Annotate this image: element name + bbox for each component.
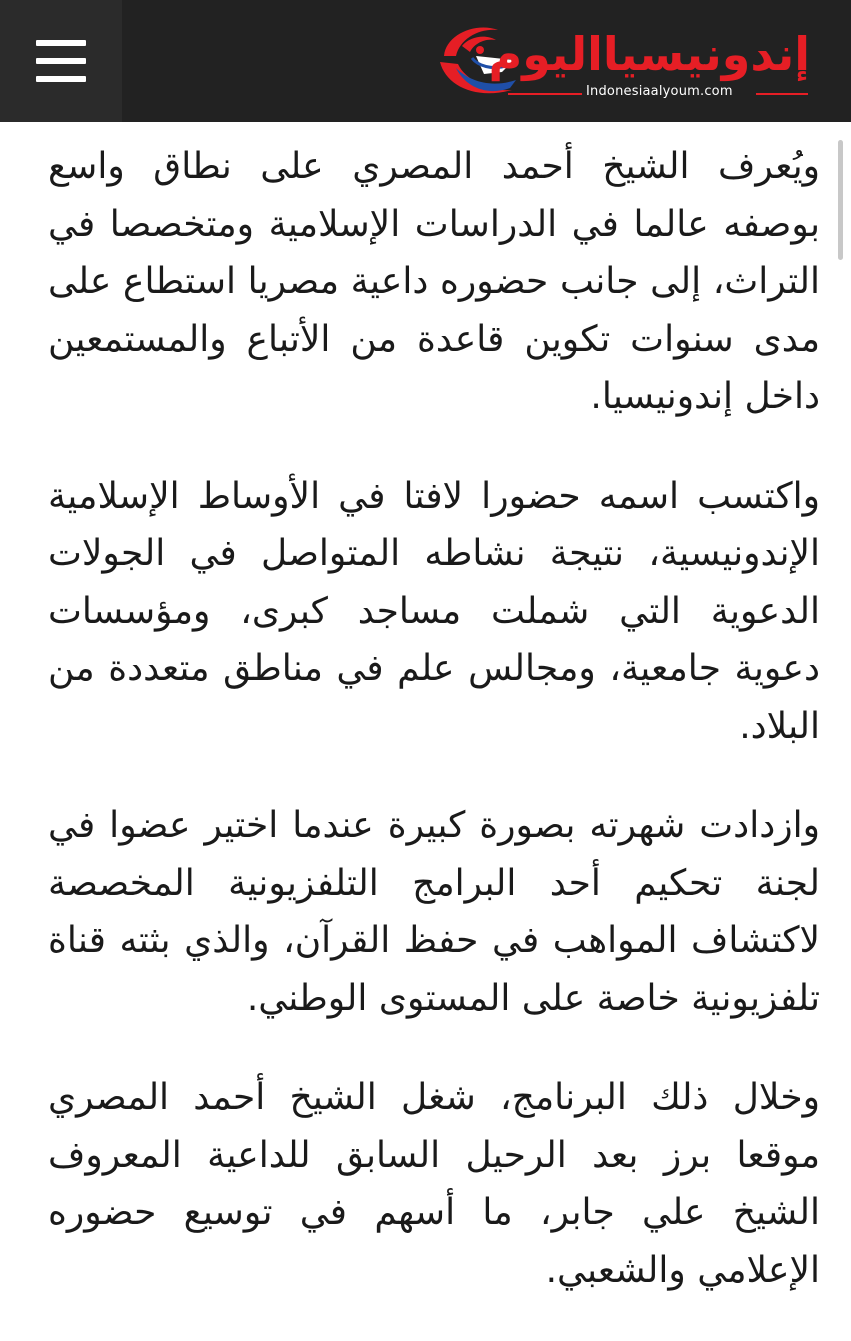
- article-body: [48, 138, 820, 1341]
- logo-divider-right: [756, 93, 808, 95]
- site-logo[interactable]: [436, 16, 816, 106]
- article-paragraph: واكتسب اسمه حضورا لافتا في الأوساط الإسلامية الإندونيسية، نتيجة نشاطه المتواصل في الجولات الدعوية التي شملت مساجد كبرى، ومؤسسات دعوية جامعية، ومجالس علم في مناطق متعددة من البلاد.: [48, 475, 820, 747]
- logo-word-indonesia: إندونيسيا: [602, 27, 810, 81]
- logo-domain: Indonesiaalyoum.com: [586, 84, 733, 99]
- article-paragraph: ويُعرف الشيخ أحمد المصري على نطاق واسع بوصفه عالما في الدراسات الإسلامية ومتخصصا في التراث، إلى جانب حضوره داعية مصريا استطاع على مدى سنوات تكوين قاعدة من الأتباع والمستمعين داخل إندونيسيا.: [48, 146, 820, 417]
- menu-button[interactable]: [0, 0, 122, 122]
- logo-divider-left: [508, 93, 582, 95]
- article-paragraph: وازدادت شهرته بصورة كبيرة عندما اختير عضوا في لجنة تحكيم أحد البرامج التلفزيونية المخصصة لاكتشاف المواهب في حفظ القرآن، والذي بثته قناة تلفزيونية خاصة على المستوى الوطني.: [48, 805, 820, 1019]
- scrollbar-thumb[interactable]: [838, 140, 843, 260]
- article-paragraph: وخلال ذلك البرنامج، شغل الشيخ أحمد المصري موقعا برز بعد الرحيل السابق للداعية المعروف الشيخ علي جابر، ما أسهم في توسيع حضوره الإعلامي والشعبي.: [48, 1077, 820, 1291]
- logo-word-alyoum: اليوم: [488, 27, 603, 81]
- site-header: [0, 0, 851, 122]
